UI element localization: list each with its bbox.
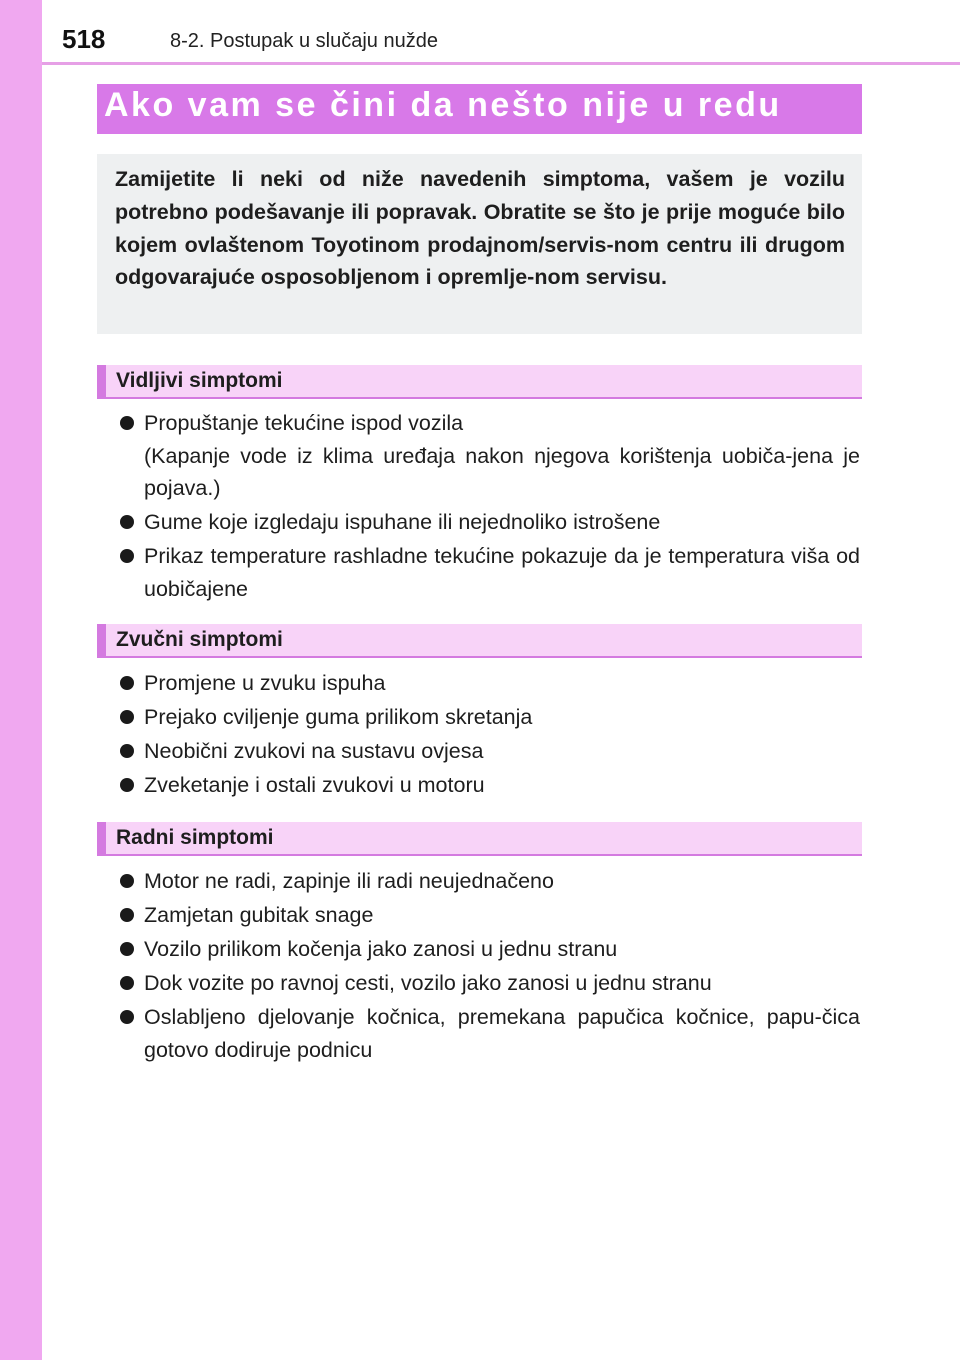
list-item — [120, 769, 860, 802]
list-item-note: (Kapanje vode iz klima uređaja nakon njegova korištenja uobiča-jena je pojava.) — [144, 443, 860, 500]
intro-text: Zamijetite li neki od niže navedenih simptoma, vašem je vozilu potrebno podešavanje ili popravak. Obratite se što je prije moguće bilo kojem ovlaštenom Toyotinom prodajnom/servis-nom centru ili drugom odgovarajuće osposobljenom i opremlje-nom servisu. — [115, 167, 845, 290]
list-item-text: Zamjetan gubitak snage — [144, 903, 374, 927]
side-tab-bar — [0, 0, 42, 1360]
list-item — [120, 701, 860, 734]
chapter-title: 8-2. Postupak u slučaju nužde — [170, 30, 438, 52]
list-item-text: Promjene u zvuku ispuha — [144, 671, 386, 695]
list-item-text: Neobični zvukovi na sustavu ovjesa — [144, 739, 484, 763]
bullet-icon — [120, 908, 134, 922]
list-item-text: Dok vozite po ravnoj cesti, vozilo jako zanosi u jednu stranu — [144, 971, 712, 995]
list-item-text: Prikaz temperature rashladne tekućine pokazuje da je temperatura viša od uobičajene — [144, 544, 860, 601]
list-item-text: Propuštanje tekućine ispod vozila — [144, 411, 464, 435]
bullet-icon — [120, 744, 134, 758]
bullet-icon — [120, 515, 134, 529]
bullet-icon — [120, 1010, 134, 1024]
bullet-icon — [120, 942, 134, 956]
bullet-icon — [120, 676, 134, 690]
bullet-icon — [120, 416, 134, 430]
list-item — [120, 933, 860, 966]
sound-symptoms-list — [120, 667, 860, 803]
bullet-icon — [120, 710, 134, 724]
bullet-icon — [120, 778, 134, 792]
list-item-text: Oslabljeno djelovanje kočnica, premekana papučica kočnice, papu-čica gotovo dodiruje podnicu — [144, 1005, 860, 1062]
bullet-icon — [120, 976, 134, 990]
list-item — [120, 407, 860, 505]
section-heading: Vidljivi simptomi — [116, 369, 283, 392]
page-title: Ako vam se čini da nešto nije u redu — [104, 86, 782, 124]
list-item — [120, 967, 860, 1000]
list-item — [120, 1001, 860, 1066]
visible-symptoms-list — [120, 407, 860, 607]
list-item-text: Zveketanje i ostali zvukovi u motoru — [144, 773, 485, 797]
section-accent-bar — [97, 624, 106, 656]
section-heading: Zvučni simptomi — [116, 628, 283, 651]
list-item — [120, 865, 860, 898]
section-header-sound-symptoms — [97, 624, 862, 658]
section-header-visible-symptoms — [97, 365, 862, 399]
list-item-text: Motor ne radi, zapinje ili radi neujednačeno — [144, 869, 554, 893]
section-heading: Radni simptomi — [116, 826, 274, 849]
list-item — [120, 899, 860, 932]
section-header-operating-symptoms — [97, 822, 862, 856]
list-item-text: Prejako cviljenje guma prilikom skretanja — [144, 705, 533, 729]
section-accent-bar — [97, 365, 106, 397]
list-item — [120, 540, 860, 605]
section-accent-bar — [97, 822, 106, 854]
list-item-text: Gume koje izgledaju ispuhane ili nejednoliko istrošene — [144, 510, 661, 534]
bullet-icon — [120, 549, 134, 563]
operating-symptoms-list — [120, 865, 860, 1068]
bullet-icon — [120, 874, 134, 888]
list-item-text: Vozilo prilikom kočenja jako zanosi u jednu stranu — [144, 937, 618, 961]
page-number: 518 — [62, 24, 106, 54]
header-divider — [42, 62, 960, 65]
list-item — [120, 735, 860, 768]
list-item — [120, 506, 860, 539]
list-item — [120, 667, 860, 700]
